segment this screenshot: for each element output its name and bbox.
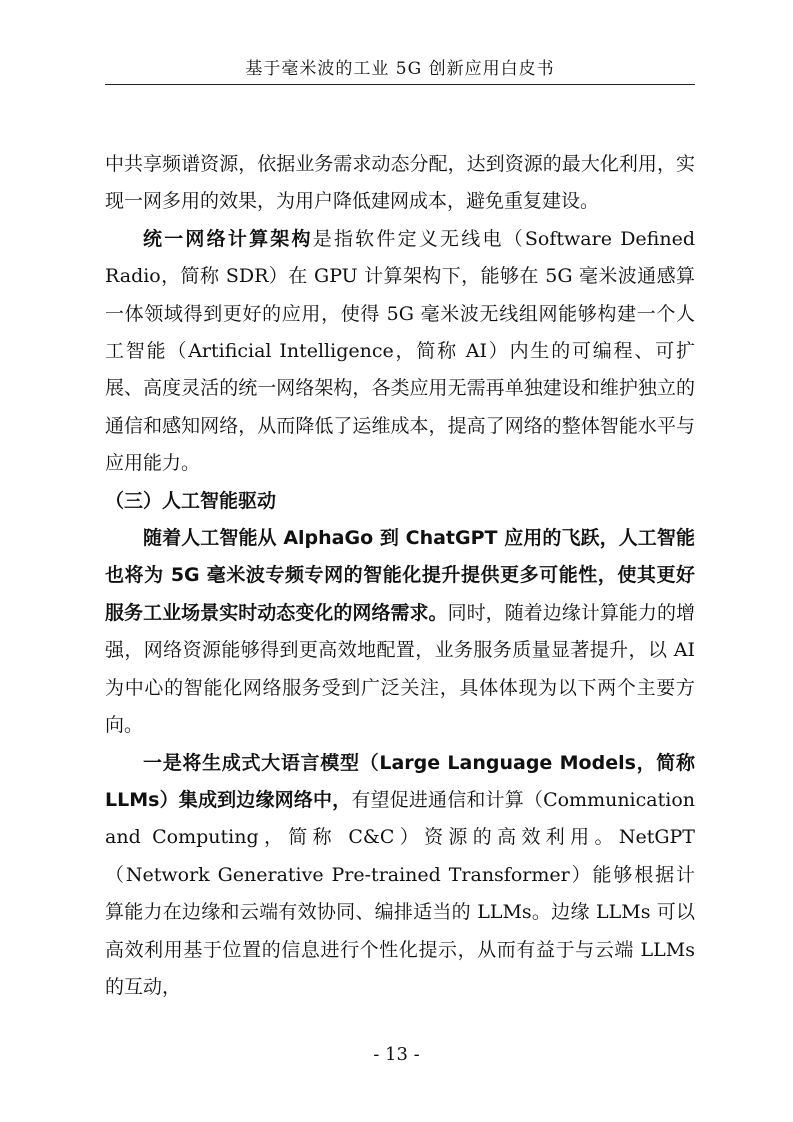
paragraph-bold-lead: 一是将生成式大语言模型（Large Language Models，简称 LLMs）集成到边缘网络中， <box>105 751 695 811</box>
paragraph-bold-lead: 随着人工智能从 AlphaGo 到 ChatGPT 应用的飞跃，人工智能也将为 5G 毫米波专频专网的智能化提升提供更多可能性，使其更好服务工业场景实时动态变化的网络需求。 <box>105 527 695 624</box>
paragraph-llm-edge <box>105 745 695 1007</box>
header-divider <box>105 84 695 85</box>
document-body <box>105 146 695 1006</box>
page-number: - 13 - <box>373 1044 420 1065</box>
paragraph-text: 有望促进通信和计算（Communication and Computing，简称 C&C）资源的高效利用。NetGPT（Network Generative Pre-trained Transformer）能够根据计算能力在边缘和云端有效协同、编排适当的 LLMs。边缘 LLMs 可以高效利用基于位置的信息进行个性化提示，从而有益于与云端 LLMs 的互动， <box>105 788 695 998</box>
paragraph-text: 同时，随着边缘计算能力的增强，网络资源能够得到更高效地配置，业务服务质量显著提升，以 AI 为中心的智能化网络服务受到广泛关注，具体体现为以下两个主要方向。 <box>105 601 695 737</box>
section-heading: （三）人工智能驱动 <box>105 489 277 512</box>
paragraph-unified-architecture <box>105 221 695 483</box>
paragraph-ai-driven <box>105 520 695 744</box>
paragraph-text: 是指软件定义无线电（Software Defined Radio，简称 SDR）在 GPU 计算架构下，能够在 5G 毫米波通感算一体领域得到更好的应用，使得 5G 毫米波无线组网能够构建一个人工智能（Artificial Intelligence，简称 AI）内生的可编程、可扩展、高度灵活的统一网络架构，各类应用无需再单独建设和维护独立的通信和感知网络，从而降低了运维成本，提高了网络的整体智能水平与应用能力。 <box>105 227 695 475</box>
paragraph-continuation: 中共享频谱资源，依据业务需求动态分配，达到资源的最大化利用，实现一网多用的效果，为用户降低建网成本，避免重复建设。 <box>105 153 695 213</box>
running-header: 基于毫米波的工业 5G 创新应用白皮书 <box>245 59 555 79</box>
paragraph-lead-term: 统一网络计算架构 <box>143 227 313 250</box>
